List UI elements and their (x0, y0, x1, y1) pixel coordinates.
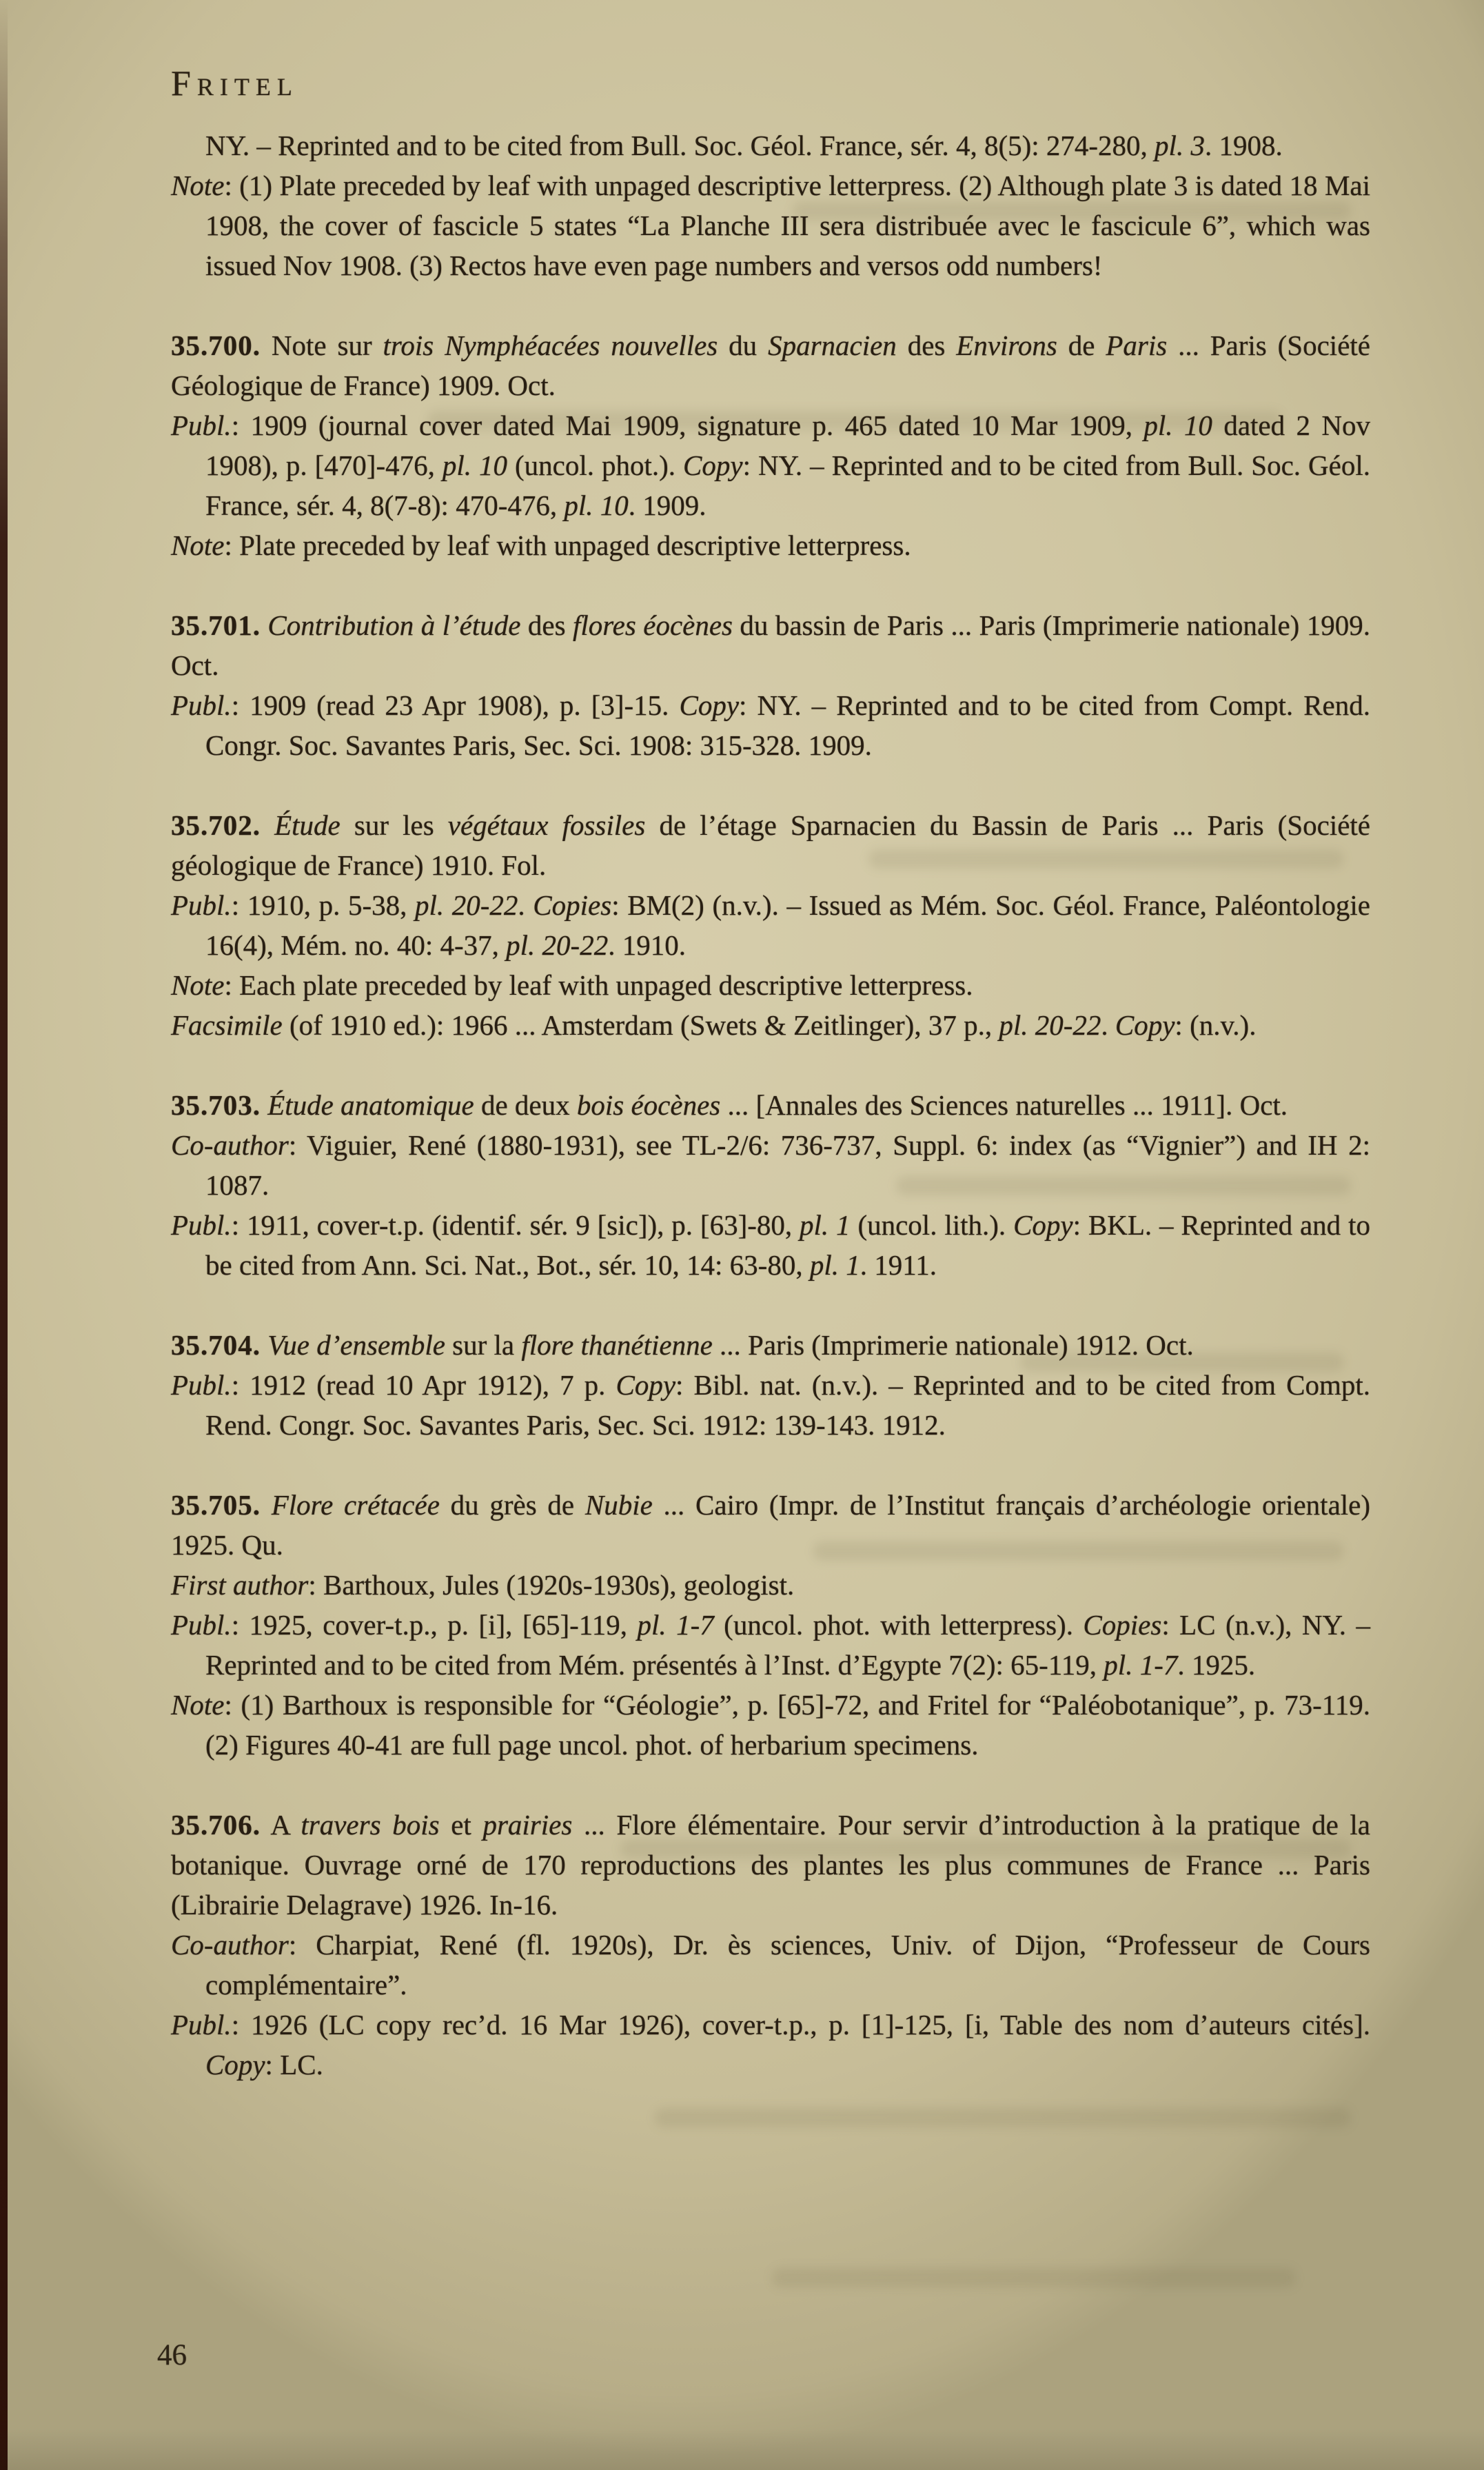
entry-paragraph (171, 165, 1370, 285)
text-run: et (439, 1809, 483, 1841)
text-run: sur la (445, 1329, 522, 1361)
entry-paragraph (171, 1485, 1370, 1565)
text-run: : 1925, cover-t.p., p. [i], [65]-119, (231, 1609, 638, 1641)
text-run: . 1910. (608, 929, 686, 961)
italic-run: Sparnacien (768, 330, 897, 361)
text-run: A (261, 1809, 301, 1841)
italic-run: Étude (274, 809, 340, 841)
italic-run: Facsimile (171, 1009, 283, 1041)
italic-run: flores éocènes (572, 609, 733, 641)
text-run: Note sur (261, 330, 383, 361)
entry-paragraph (171, 685, 1370, 765)
entry-block (171, 1805, 1370, 2085)
text-run: (uncol. phot.). (507, 449, 684, 481)
text-run: : 1926 (LC copy rec’d. 16 Mar 1926), cover-t.p., p. [1]-125, [i, Table des nom d’auteurs cités]. (231, 2009, 1370, 2041)
text-run: : BM(2) (n.v.). – Issued as Mém. Soc. Géol. France, Paléontologie 16(4), Mém. no. 40: 4-37, (205, 889, 1370, 961)
text-run: dated 2 Nov 1908), p. [470]-476, (205, 409, 1370, 481)
text-run: (of 1910 ed.): 1966 ... Amsterdam (Swets & Zeitlinger), 37 p., (282, 1009, 999, 1041)
text-run: . (518, 889, 533, 921)
italic-run: Publ. (171, 1369, 232, 1401)
text-run: (uncol. phot. with letterpress). (713, 1609, 1084, 1641)
italic-run: flore thanétienne (521, 1329, 713, 1361)
text-run: du grès de (439, 1489, 585, 1521)
showthrough-smudge (772, 2268, 1296, 2287)
text-run: : LC. (265, 2049, 323, 2081)
italic-run: Vue d’ensemble (267, 1329, 445, 1361)
text-run: du (718, 330, 769, 361)
text-run: ... Paris (Société Géologique de France) 1909. Oct. (171, 330, 1370, 401)
italic-run: Copy (1013, 1209, 1073, 1241)
entry-paragraph (171, 1085, 1370, 1125)
text-run: : (1) Plate preceded by leaf with unpaged descriptive letterpress. (2) Although plate 3 is dated 18 Mai 1908, the cover of fascicle 5 states “La Planche III sera distribuée avec le fascicule 6”, which was issued Nov 1908. (3) Rectos have even page numbers and versos odd numbers! (205, 170, 1370, 281)
text-run: : 1911, cover-t.p. (identif. sér. 9 [sic]), p. [63]-80, (231, 1209, 800, 1241)
entry-block (171, 805, 1370, 1045)
running-head: Fritel (171, 64, 298, 103)
text-run: des (896, 330, 957, 361)
bottom-scan-shade (0, 2429, 1484, 2470)
italic-run: pl. 20-22 (414, 889, 518, 921)
entry-paragraph (171, 1605, 1370, 1685)
italic-run: Copies (1083, 1609, 1162, 1641)
entry-paragraph (171, 325, 1370, 405)
text-run: . 1908. (1204, 130, 1283, 161)
italic-run: bois éocènes (576, 1089, 721, 1121)
entry-block (171, 1485, 1370, 1765)
italic-run: Publ. (171, 889, 232, 921)
page-number: 46 (157, 2339, 187, 2371)
entry-paragraph (171, 1125, 1370, 1205)
entry-number: 35.704. (171, 1329, 261, 1361)
entry-paragraph (171, 1005, 1370, 1045)
text-run: : 1909 (journal cover dated Mai 1909, signature p. 465 dated 10 Mar 1909, (231, 409, 1144, 441)
entry-paragraph (171, 885, 1370, 965)
entry-paragraph (171, 1565, 1370, 1605)
text-run: NY. – Reprinted and to be cited from Bull. Soc. Géol. France, sér. 4, 8(5): 274-280, (205, 130, 1155, 161)
text-run: : BKL. – Reprinted and to be cited from Ann. Sci. Nat., Bot., sér. 10, 14: 63-80, (205, 1209, 1370, 1281)
entry-number: 35.700. (171, 330, 261, 361)
entry-number: 35.701. (171, 609, 261, 641)
italic-run: Note (171, 529, 225, 561)
text-run: (uncol. lith.). (850, 1209, 1014, 1241)
italic-run: pl. 1-7 (637, 1609, 714, 1641)
italic-run: Note (171, 969, 225, 1001)
italic-run: Publ. (171, 689, 232, 721)
text-run: des (520, 609, 573, 641)
italic-run: Flore crétacée (271, 1489, 440, 1521)
italic-run: pl. 20-22 (506, 929, 609, 961)
italic-run: pl. 3 (1155, 130, 1205, 161)
italic-run: Copy (616, 1369, 676, 1401)
text-run: de l’étage Sparnacien du Bassin de Paris ... Paris (Société géologique de France) 1910. Fol. (171, 809, 1371, 881)
text-run: . (1101, 1009, 1115, 1041)
italic-run: pl. 1 (809, 1249, 860, 1281)
book-gutter-shadow (0, 0, 8, 2470)
entry-paragraph (171, 1925, 1370, 2005)
italic-run: Note (171, 170, 225, 201)
italic-run: pl. 10 (564, 489, 629, 521)
italic-run: Publ. (171, 409, 232, 441)
text-run (261, 1089, 267, 1121)
text-run: : NY. – Reprinted and to be cited from Compt. Rend. Congr. Soc. Savantes Paris, Sec. Sci. 1908: 315-328. 1909. (205, 689, 1370, 761)
entry-block (171, 605, 1370, 765)
italic-run: végétaux fossiles (447, 809, 646, 841)
text-run: . 1911. (860, 1249, 937, 1281)
text-run: . 1925. (1177, 1649, 1256, 1681)
italic-run: pl. 1 (800, 1209, 851, 1241)
entry-number: 35.706. (171, 1809, 261, 1841)
text-run (261, 1329, 267, 1361)
text-run: : Viguier, René (1880-1931), see TL-2/6: 736-737, Suppl. 6: index (as “Vignier”) and IH 2: 1087. (205, 1129, 1370, 1201)
italic-run: pl. 1-7 (1104, 1649, 1178, 1681)
italic-run: Note (171, 1689, 225, 1721)
italic-run: Copies (533, 889, 612, 921)
text-run: ... Flore élémentaire. Pour servir d’introduction à la pratique de la botanique. Ouvrage orné de 170 reproductions des plantes les plus communes de France ... Paris (Librairie Delagrave) 1926. In-16. (171, 1809, 1371, 1921)
italic-run: Nubie (585, 1489, 653, 1521)
entry-paragraph (171, 2005, 1370, 2085)
entry-block (171, 1325, 1370, 1445)
entry-number: 35.702. (171, 809, 261, 841)
text-run: ... [Annales des Sciences naturelles ... 1911]. Oct. (720, 1089, 1288, 1121)
italic-run: Publ. (171, 1609, 232, 1641)
italic-run: travers bois (301, 1809, 440, 1841)
text-run: : 1910, p. 5-38, (231, 889, 415, 921)
text-column (171, 125, 1370, 2085)
italic-run: Co-author (171, 1929, 289, 1961)
text-run (261, 809, 274, 841)
text-run: du bassin de Paris ... Paris (Imprimerie nationale) 1909. Oct. (171, 609, 1370, 681)
entry-number: 35.705. (171, 1489, 261, 1521)
italic-run: First author (171, 1569, 309, 1601)
text-run: . 1909. (628, 489, 707, 521)
italic-run: Co-author (171, 1129, 289, 1161)
text-run: : Plate preceded by leaf with unpaged descriptive letterpress. (224, 529, 911, 561)
italic-run: pl. 20-22 (999, 1009, 1101, 1041)
text-run: : LC (n.v.), NY. – Reprinted and to be cited from Mém. présentés à l’Inst. d’Egypte 7(2): 65-119, (205, 1609, 1370, 1681)
italic-run: Publ. (171, 1209, 232, 1241)
text-run: sur les (340, 809, 448, 841)
entry-paragraph (171, 1805, 1370, 1925)
text-run: : Charpiat, René (fl. 1920s), Dr. ès sciences, Univ. of Dijon, “Professeur de Cours complémentaire”. (205, 1929, 1370, 2001)
italic-run: pl. 10 (1144, 409, 1212, 441)
text-run: : 1909 (read 23 Apr 1908), p. [3]-15. (231, 689, 680, 721)
italic-run: Contribution à l’étude (267, 609, 521, 641)
entry-paragraph (171, 805, 1370, 885)
entry-block (171, 325, 1370, 565)
italic-run: pl. 10 (442, 449, 507, 481)
text-run: : Barthoux, Jules (1920s-1930s), geologist. (308, 1569, 795, 1601)
entry-paragraph (171, 405, 1370, 525)
entry-paragraph (171, 1685, 1370, 1765)
text-run: de deux (474, 1089, 577, 1121)
text-run: de (1057, 330, 1106, 361)
text-run: : NY. – Reprinted and to be cited from Bull. Soc. Géol. France, sér. 4, 8(7-8): 470-476, (205, 449, 1370, 521)
text-run: : (1) Barthoux is responsible for “Géologie”, p. [65]-72, and Fritel for “Paléobotanique”, p. 73-119. (2) Figures 40-41 are full page uncol. phot. of herbarium specimens. (205, 1689, 1370, 1761)
entry-block (171, 1085, 1370, 1285)
italic-run: Paris (1106, 330, 1168, 361)
text-run (261, 609, 267, 641)
text-run: : (n.v.). (1175, 1009, 1257, 1041)
text-run: : 1912 (read 10 Apr 1912), 7 p. (231, 1369, 616, 1401)
italic-run: Publ. (171, 2009, 232, 2041)
italic-run: Environs (956, 330, 1057, 361)
entry-paragraph (171, 125, 1370, 165)
entry-paragraph (171, 605, 1370, 685)
text-run (261, 1489, 272, 1521)
showthrough-smudge (655, 2108, 1351, 2127)
text-run: ... Paris (Imprimerie nationale) 1912. Oct. (712, 1329, 1194, 1361)
text-run: : Each plate preceded by leaf with unpaged descriptive letterpress. (224, 969, 973, 1001)
italic-run: Copy (679, 689, 740, 721)
entry-paragraph (171, 1365, 1370, 1445)
entry-block (171, 125, 1370, 285)
entry-paragraph (171, 965, 1370, 1005)
italic-run: prairies (482, 1809, 573, 1841)
entry-paragraph (171, 1325, 1370, 1365)
entry-number: 35.703. (171, 1089, 261, 1121)
text-run: : Bibl. nat. (n.v.). – Reprinted and to be cited from Compt. Rend. Congr. Soc. Savantes Paris, Sec. Sci. 1912: 139-143. 1912. (205, 1369, 1370, 1441)
italic-run: Copy (205, 2049, 265, 2081)
italic-run: Copy (683, 449, 743, 481)
italic-run: trois Nymphéacées nouvelles (383, 330, 718, 361)
italic-run: Copy (1115, 1009, 1175, 1041)
entry-paragraph (171, 525, 1370, 565)
italic-run: Étude anatomique (267, 1089, 474, 1121)
text-run: ... Cairo (Impr. de l’Institut français d’archéologie orientale) 1925. Qu. (171, 1489, 1371, 1561)
entry-paragraph (171, 1205, 1370, 1285)
